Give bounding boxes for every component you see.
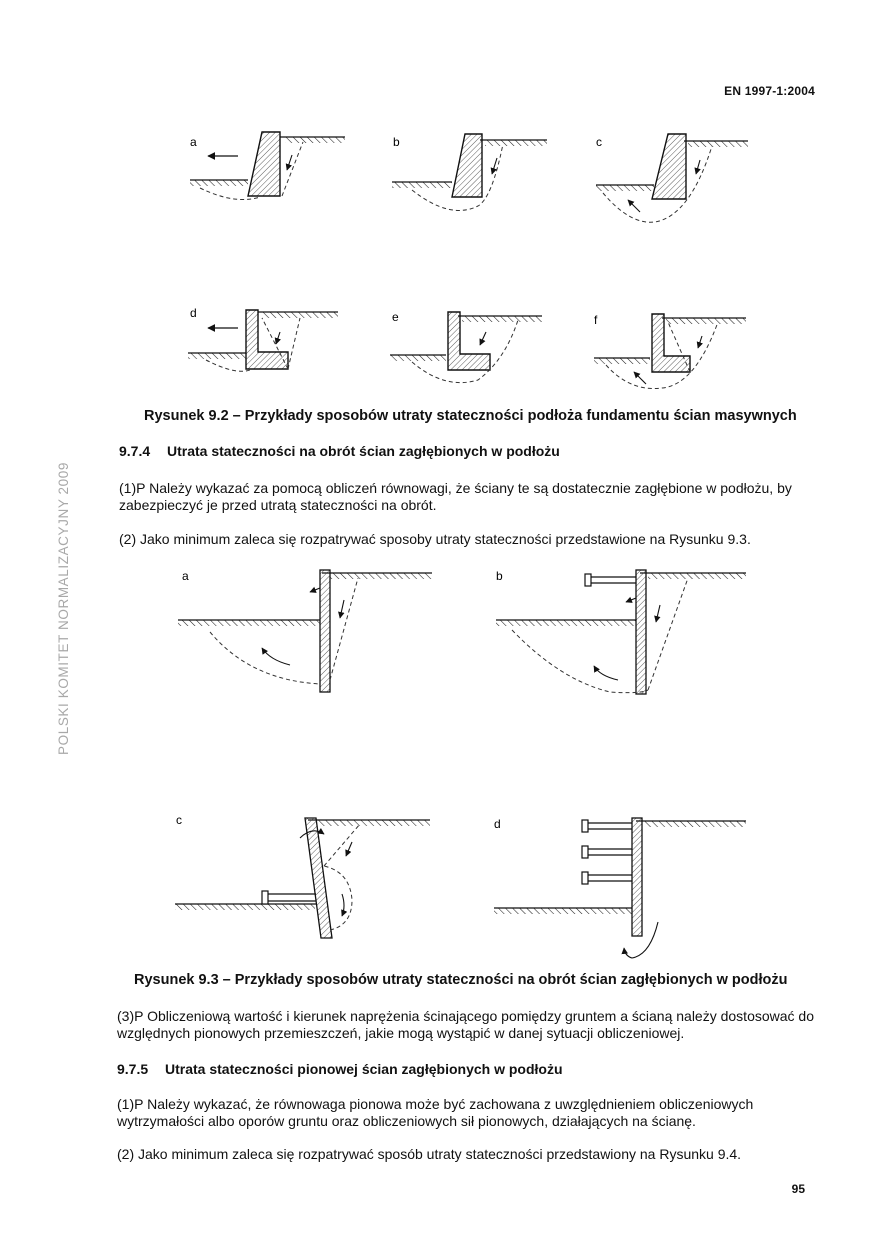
section-title: Utrata stateczności pionowej ścian zagłębionych w podłożu	[165, 1061, 563, 1077]
figure-9-3	[0, 560, 893, 970]
figure-9-2	[0, 0, 893, 400]
fig92-label-a: a	[190, 135, 197, 149]
fig92-label-f: f	[594, 313, 598, 327]
fig93-panel-c	[175, 813, 430, 938]
fig92-panel-f	[594, 313, 746, 389]
fig93-label-a: a	[182, 569, 189, 583]
paragraph-2-9-7-5: (2) Jako minimum zaleca się rozpatrywać sposób utraty stateczności przedstawiony na Rysunku 9.4.	[117, 1146, 742, 1162]
section-number: 9.7.5	[117, 1061, 149, 1077]
document-header: EN 1997-1:2004	[724, 84, 815, 98]
fig92-panel-e	[390, 310, 542, 383]
paragraph-2: (2) Jako minimum zaleca się rozpatrywać sposoby utraty stateczności przedstawione na Rysunku 9.3.	[119, 531, 751, 547]
fig92-panel-a	[190, 132, 345, 200]
section-title: Utrata stateczności na obrót ścian zagłębionych w podłożu	[167, 443, 560, 459]
figure-9-3-caption: Rysunek 9.3 – Przykłady sposobów utraty stateczności na obrót ścian zagłębionych w podłożu	[134, 972, 788, 988]
fig92-panel-b	[392, 134, 547, 210]
paragraph-1p-9-7-5: (1)P Należy wykazać, że równowaga pionowa może być zachowana z uwzględnieniem obliczeniowych wytrzymałości albo oporów gruntu oraz obliczeniowych sił pionowych, działających na ścianę.	[117, 1096, 754, 1129]
fig92-label-e: e	[392, 310, 399, 324]
fig93-panel-d	[494, 817, 746, 958]
section-9-7-4-heading	[119, 443, 560, 459]
section-9-7-5-heading	[117, 1061, 563, 1077]
paragraph-3p: (3)P Obliczeniową wartość i kierunek naprężenia ścinającego pomiędzy gruntem a ścianą należy dostosować do względnych pionowych przemieszczeń, jakie mogą wystąpić w danej sytuacji obliczeniowej.	[117, 1008, 814, 1041]
paragraph-1p: (1)P Należy wykazać za pomocą obliczeń równowagi, że ściany te są dostatecznie zagłębione w podłożu, by zabezpieczyć je przed utratą stateczności na obrót.	[119, 480, 792, 513]
page-number: 95	[791, 1182, 805, 1196]
fig93-label-d: d	[494, 817, 501, 831]
fig93-panel-a	[178, 569, 432, 692]
watermark: POLSKI KOMITET NORMALIZACYJNY 2009	[56, 462, 71, 755]
fig92-panel-d	[188, 306, 338, 371]
fig93-label-c: c	[176, 813, 182, 827]
fig92-panel-c	[596, 134, 748, 222]
fig92-label-b: b	[393, 135, 400, 149]
fig92-label-c: c	[596, 135, 602, 149]
section-number: 9.7.4	[119, 443, 151, 459]
fig92-label-d: d	[190, 306, 197, 320]
fig93-panel-b	[496, 569, 746, 694]
figure-9-2-caption: Rysunek 9.2 – Przykłady sposobów utraty stateczności podłoża fundamentu ścian masywnych	[144, 408, 797, 424]
fig93-label-b: b	[496, 569, 503, 583]
